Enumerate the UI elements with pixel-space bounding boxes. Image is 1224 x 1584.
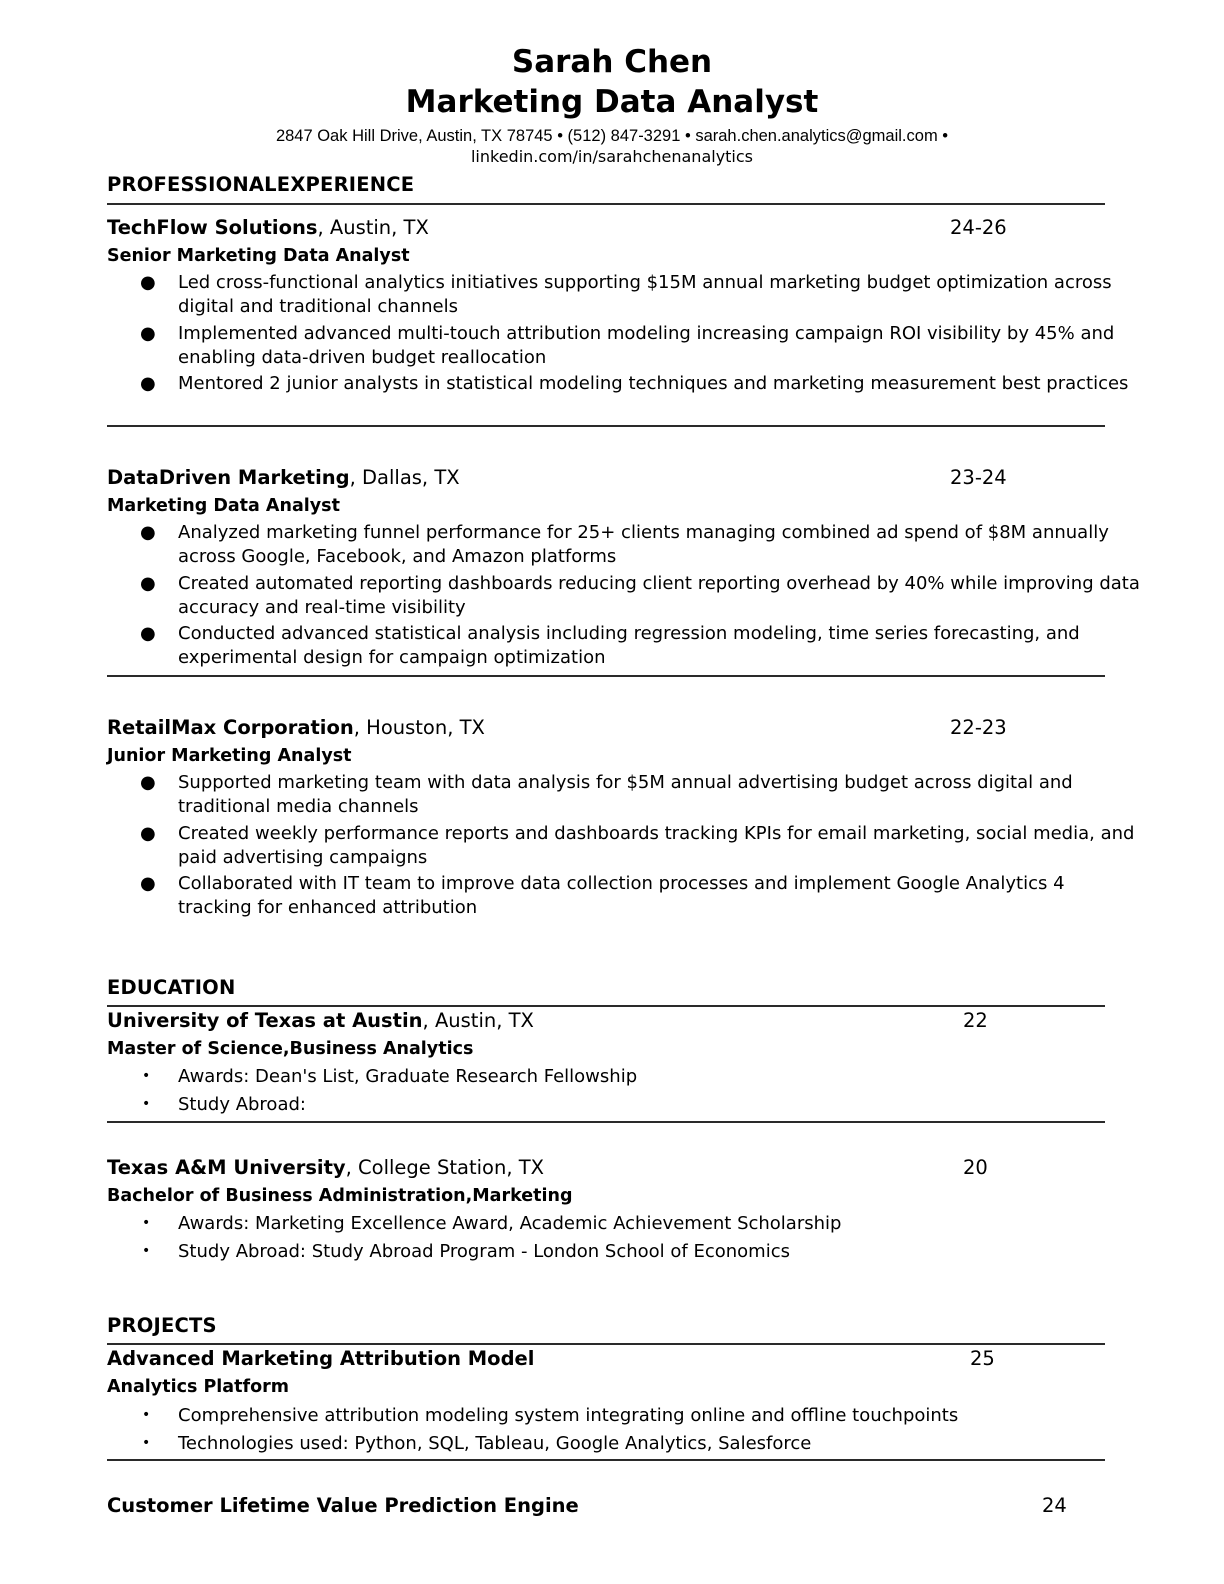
section-divider — [107, 203, 1105, 205]
candidate-name: Sarah Chen — [511, 44, 713, 80]
list-item — [140, 872, 1140, 920]
school-bullets — [140, 1063, 1140, 1118]
job-dates: 22-23 — [950, 716, 1007, 739]
contact-line-address-phone-email: 2847 Oak Hill Drive, Austin, TX 78745 • (512) 847-3291 • sarah.chen.analytics@gmail.com • — [275, 127, 949, 145]
company-location: , Austin, TX — [317, 216, 429, 239]
job-employer — [107, 716, 485, 740]
school-entry — [107, 1009, 534, 1033]
job-role: Junior Marketing Analyst — [107, 746, 352, 766]
school-name: Texas A&M University — [107, 1156, 346, 1179]
job-role: Senior Marketing Data Analyst — [107, 246, 410, 266]
job-bullets — [140, 521, 1140, 673]
bullet-text: Awards: Marketing Excellence Award, Academic Achievement Scholarship — [178, 1213, 842, 1234]
company-name: TechFlow Solutions — [107, 216, 318, 239]
bullet-text: Technologies used: Python, SQL, Tableau, Google Analytics, Salesforce — [178, 1432, 812, 1454]
bullet-icon: • — [142, 1407, 151, 1423]
bullet-icon: ● — [140, 272, 156, 293]
degree: Master of Science,Business Analytics — [107, 1039, 474, 1059]
company-name: DataDriven Marketing — [107, 466, 350, 489]
list-item — [140, 521, 1140, 569]
bullet-text: Comprehensive attribution modeling system integrating online and offline touchpoints — [178, 1405, 959, 1426]
list-item — [140, 271, 1140, 319]
list-item — [140, 1402, 1140, 1430]
bullet-icon: ● — [140, 623, 156, 644]
bullet-icon: ● — [140, 822, 156, 844]
list-item — [140, 1091, 1140, 1119]
bullet-text: Led cross-functional analytics initiatives supporting $15M annual marketing budget optimization across digital and traditional channels — [178, 272, 1112, 317]
job-employer — [107, 466, 460, 490]
list-item — [140, 372, 1140, 396]
graduation-year: 20 — [963, 1156, 988, 1179]
list-item — [140, 1238, 1140, 1266]
job-dates: 23-24 — [950, 466, 1007, 489]
bullet-icon: ● — [140, 522, 156, 543]
bullet-icon: • — [142, 1068, 151, 1084]
contact-line-linkedin: linkedin.com/in/sarahchenanalytics — [470, 147, 754, 166]
job-role: Marketing Data Analyst — [107, 496, 340, 516]
list-item — [140, 322, 1140, 370]
entry-divider — [107, 425, 1105, 427]
job-employer — [107, 216, 429, 240]
bullet-text: Collaborated with IT team to improve data collection processes and implement Google Analytics 4 tracking for enhanced attribution — [178, 873, 1065, 918]
section-divider — [107, 1005, 1105, 1007]
section-heading-experience: PROFESSIONALEXPERIENCE — [107, 173, 415, 196]
list-item — [140, 1210, 1140, 1238]
job-bullets — [140, 271, 1140, 399]
graduation-year: 22 — [963, 1009, 988, 1032]
project-year: 25 — [970, 1347, 995, 1370]
contact-info — [0, 125, 1224, 167]
bullet-icon: • — [142, 1095, 151, 1112]
project-year: 24 — [1042, 1494, 1067, 1517]
entry-divider — [107, 1121, 1105, 1123]
bullet-text: Created automated reporting dashboards reducing client reporting overhead by 40% while improving data accuracy and real-time visibility — [178, 572, 1140, 618]
project-name: Customer Lifetime Value Prediction Engine — [107, 1494, 579, 1517]
bullet-icon: ● — [140, 373, 156, 394]
list-item — [140, 771, 1140, 819]
list-item — [140, 1430, 1140, 1458]
bullet-icon: ● — [140, 572, 156, 594]
bullet-text: Mentored 2 junior analysts in statistical modeling techniques and marketing measurement best practices — [178, 373, 1129, 394]
list-item — [140, 1063, 1140, 1091]
section-heading-education: EDUCATION — [107, 976, 236, 999]
bullet-text: Analyzed marketing funnel performance for 25+ clients managing combined ad spend of $8M annually across Google, Facebook, and Amazon platforms — [178, 522, 1109, 567]
bullet-text: Study Abroad: — [178, 1093, 306, 1115]
school-entry — [107, 1156, 544, 1180]
project-bullets — [140, 1402, 1140, 1457]
degree: Bachelor of Business Administration,Marketing — [107, 1186, 573, 1206]
school-bullets — [140, 1210, 1140, 1265]
bullet-icon: • — [142, 1215, 151, 1231]
entry-divider — [107, 1459, 1105, 1461]
job-dates: 24-26 — [950, 216, 1007, 239]
bullet-text: Supported marketing team with data analysis for $5M annual advertising budget across digital and traditional media channels — [178, 772, 1073, 817]
list-item — [140, 822, 1140, 870]
bullet-icon: ● — [140, 322, 156, 344]
bullet-icon: • — [142, 1434, 151, 1451]
section-divider — [107, 1343, 1105, 1345]
bullet-text: Created weekly performance reports and dashboards tracking KPIs for email marketing, social media, and paid advertising campaigns — [178, 822, 1135, 868]
company-name: RetailMax Corporation — [107, 716, 354, 739]
bullet-text: Implemented advanced multi-touch attribution modeling increasing campaign ROI visibility by 45% and enabling data-driven budget reallocation — [178, 322, 1115, 368]
school-location: , College Station, TX — [345, 1156, 544, 1179]
project-name: Advanced Marketing Attribution Model — [107, 1347, 535, 1370]
school-location: , Austin, TX — [422, 1009, 534, 1032]
bullet-icon: • — [142, 1242, 151, 1259]
job-bullets — [140, 771, 1140, 923]
list-item — [140, 572, 1140, 620]
company-location: , Dallas, TX — [349, 466, 460, 489]
entry-divider — [107, 675, 1105, 677]
school-name: University of Texas at Austin — [107, 1009, 423, 1032]
bullet-text: Study Abroad: Study Abroad Program - London School of Economics — [178, 1240, 790, 1262]
company-location: , Houston, TX — [353, 716, 485, 739]
bullet-icon: ● — [140, 873, 156, 894]
bullet-icon: ● — [140, 772, 156, 793]
candidate-title: Marketing Data Analyst — [405, 84, 819, 120]
bullet-text: Awards: Dean's List, Graduate Research Fellowship — [178, 1066, 638, 1087]
project-subtitle: Analytics Platform — [107, 1377, 289, 1397]
bullet-text: Conducted advanced statistical analysis including regression modeling, time series forecasting, and experimental design for campaign optimization — [178, 623, 1080, 668]
section-heading-projects: PROJECTS — [107, 1314, 217, 1337]
list-item — [140, 622, 1140, 670]
